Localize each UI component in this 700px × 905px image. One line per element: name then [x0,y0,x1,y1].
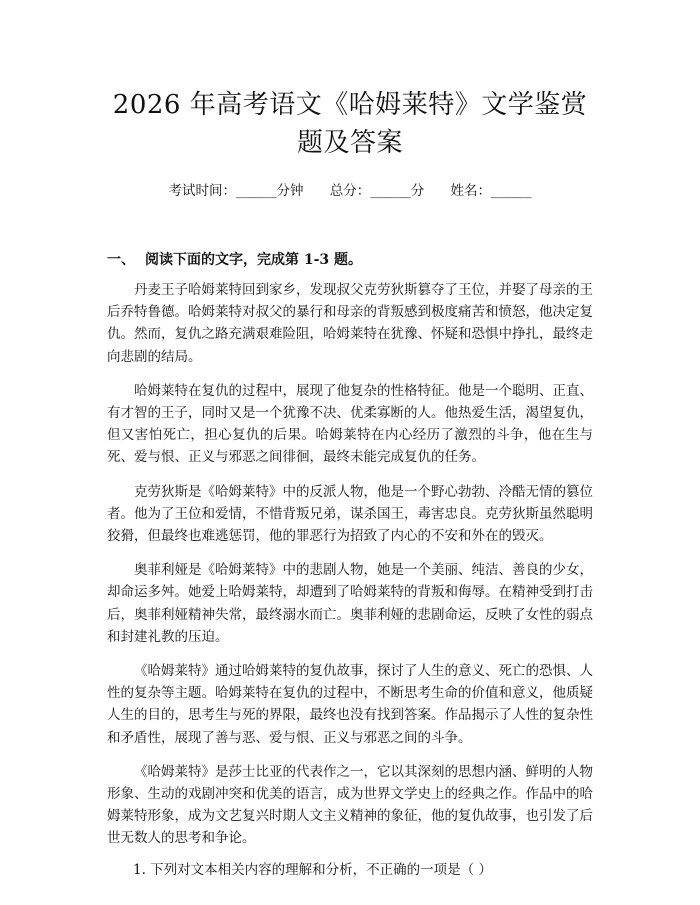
passage-paragraph: 奥菲利娅是《哈姆莱特》中的悲剧人物，她是一个美丽、纯洁、善良的少女，却命运多舛。她爱上哈姆莱特，却遭到了哈姆莱特的背叛和侮辱。在精神受到打击后，奥菲利娅精神失常，最终溺水而亡。奥菲利娅的悲剧命运，反映了女性的弱点和封建礼教的压迫。 [107,562,593,645]
passage-paragraph: 丹麦王子哈姆莱特回到家乡，发现叔父克劳狄斯篡夺了王位，并娶了母亲的王后乔特鲁德。哈姆莱特对叔父的暴行和母亲的背叛感到极度痛苦和愤怒，他决定复仇。然而，复仇之路充满艰难险阻，哈姆莱特在犹豫、怀疑和恐惧中挣扎，最终走向悲剧的结局。 [107,282,593,365]
student-name-field: 姓名：______ [450,183,532,199]
question-1: 1. 下列对文本相关内容的理解和分析，不正确的一项是（ ） [133,861,492,878]
exam-time-field: 考试时间：______分钟 [168,183,304,199]
section-heading [107,250,593,270]
exam-info [107,181,593,201]
passage-paragraph: 哈姆莱特在复仇的过程中，展现了他复杂的性格特征。他是一个聪明、正直、有才智的王子，同时又是一个犹豫不决、优柔寡断的人。他热爱生活，渴望复仇，但又害怕死亡，担心复仇的后果。哈姆莱特在内心经历了激烈的斗争，他在生与死、爱与恨、正义与邪恶之间徘徊，最终未能完成复仇的任务。 [107,382,593,466]
section-instruction: 阅读下面的文字，完成第 1-3 题。 [145,252,363,268]
passage-paragraph: 克劳狄斯是《哈姆莱特》中的反派人物，他是一个野心勃勃、冷酷无情的篡位者。他为了王位和爱情，不惜背叛兄弟，谋杀国王，毒害忠良。克劳狄斯虽然聪明狡猾，但最终也难逃惩罚，他的罪恶行为招致了内心的不安和外在的毁灭。 [107,483,593,545]
passage-paragraph: 《哈姆莱特》是莎士比亚的代表作之一，它以其深刻的思想内涵、鲜明的人物形象、生动的戏剧冲突和优美的语言，成为世界文学史上的经典之作。作品中的哈姆莱特形象，成为文艺复兴时期人文主义精神的象征，他的复仇故事，也引发了后世无数人的思考和争论。 [107,763,593,847]
document-title: 2026 年高考语文《哈姆莱特》文学鉴赏题及答案 [112,90,588,158]
total-score-field: 总分：______分 [329,183,425,199]
section-number: 一、 [107,252,135,268]
passage-paragraph: 《哈姆莱特》通过哈姆莱特的复仇故事，探讨了人生的意义、死亡的恐惧、人性的复杂等主题。哈姆莱特在复仇的过程中，不断思考生命的价值和意义，他质疑人生的目的，思考生与死的界限，最终也没有找到答案。作品揭示了人性的复杂性和矛盾性，展现了善与恶、爱与恨、正义与邪恶之间的斗争。 [107,663,593,746]
